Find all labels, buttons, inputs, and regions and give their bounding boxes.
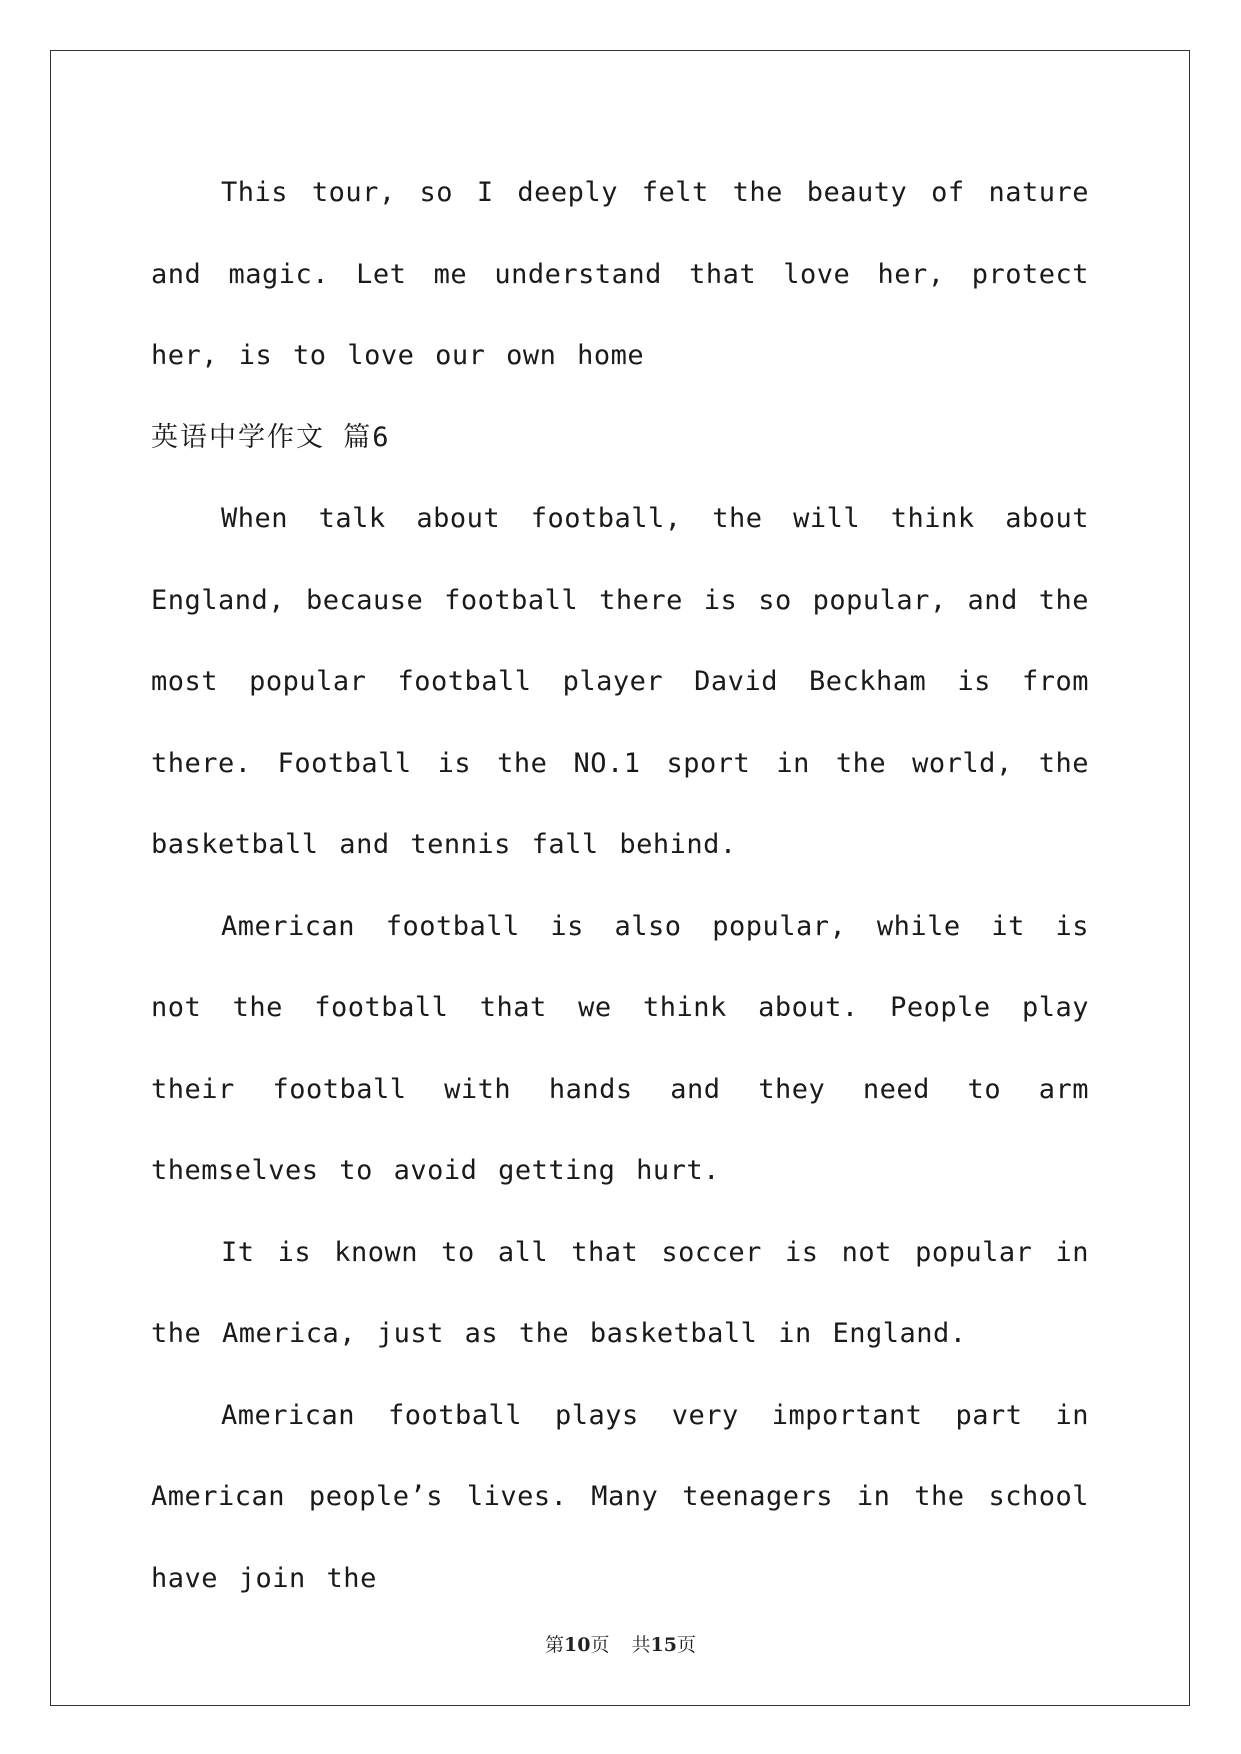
page-label: 页 bbox=[590, 1634, 610, 1656]
paragraph: It is known to all that soccer is not popular in the America, just as the basketball in England. bbox=[151, 1236, 1089, 1349]
paragraph: When talk about football, the will think about England, because football there is so popular, and the most popular football player David Beckham is from there. Football is the NO.1 sport in the world, the basketball and tennis fall behind. bbox=[151, 503, 1089, 860]
section-heading: 英语中学作文 篇6 bbox=[151, 421, 391, 453]
page-prefix: 第 bbox=[545, 1634, 565, 1656]
total-prefix: 共 bbox=[631, 1634, 651, 1656]
page-footer bbox=[0, 1630, 1241, 1657]
total-label: 页 bbox=[676, 1634, 696, 1656]
paragraph: This tour, so I deeply felt the beauty of nature and magic. Let me understand that love her, protect her, is to love our own home bbox=[151, 177, 1089, 371]
paragraph: American football plays very important part in American people’s lives. Many teenagers in the school have join the bbox=[151, 1399, 1089, 1594]
total-pages-number: 15 bbox=[650, 1634, 677, 1656]
document-body bbox=[151, 152, 1089, 1619]
current-page-number: 10 bbox=[564, 1634, 591, 1656]
paragraph: American football is also popular, while it is not the football that we think about. People play their football with hands and they need to arm themselves to avoid getting hurt. bbox=[151, 910, 1089, 1186]
